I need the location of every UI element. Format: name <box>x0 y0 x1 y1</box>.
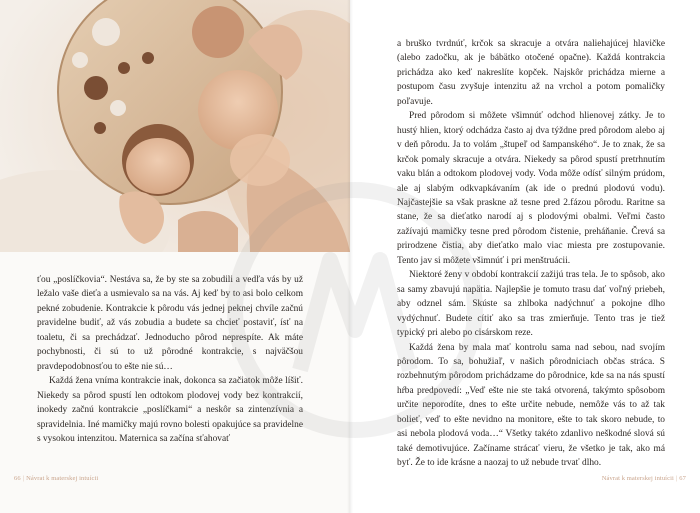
book-gutter <box>347 0 353 513</box>
page-number: 67 <box>679 475 686 482</box>
footer-separator: | <box>675 475 678 482</box>
left-footer <box>14 475 98 482</box>
photo-illustration <box>0 0 350 252</box>
baby-head-icon <box>230 134 290 186</box>
running-title: Návrat k materskej intuícii <box>601 475 674 482</box>
paragraph: ťou „poslíčkovia“. Nestáva sa, že by ste sa zobudili a vedľa vás by už ležalo vaše dieťa a usmievalo sa na vás. Aj keď by to asi bolo celkom pekné zobudenie. Kontrakcie k pôrodu vás jednej peknej chvíle začnú pravidelne budiť, až vás zobudia a budete sa chcieť postaviť, ísť na toaletu, či sa prechádzať. Jednoducho pôrod neprespíte. Ak máte pochybnosti, či sú to už pôrodné kontrakcie, s najväčšou pravdepodobnosťou to ešte nie sú… <box>37 275 303 372</box>
page-number: 66 <box>14 475 21 482</box>
paragraph: a bruško tvrdnúť, krčok sa skracuje a otvára naliehajúcej hlavičke (alebo zadočku, ak je bábätko otočené opačne). Každá kontrakcia prichádza ako keď nakreslíte kopček. Najskôr prichádza mierne a postupom času zvyšuje intenzitu až na vrchol a potom pomaličky poľavuje. <box>397 39 665 107</box>
right-footer <box>602 475 686 482</box>
right-page-body <box>397 37 665 471</box>
paragraph: Každá žena by mala mať kontrolu sama nad sebou, nad svojím pôrodom. To sa, bohužiaľ, v našich pôrodniciach občas stráca. S rozbehnutým pôrodom prichádzame do pôrodnice, kde sa na nás spustí hŕba predpovedí: „Veď ešte nie ste taká otvorená, takýmto spôsobom určite neporodíte, dnes to ešte určite nebude, nemôže vás to až tak bolieť, veď to ešte nevidno na monitore, ešte to tak skoro nebude, to asi nebola plodová voda…“ Všetky takéto zdanlivo neškodné slová sú také demotivujúce. Začíname strácať vieru, že všetko je tak, ako má byť. Že to ide krásne a naozaj to už nebude trvať dlho. <box>397 342 665 469</box>
cover-photo <box>0 0 350 252</box>
left-page-body <box>37 273 303 446</box>
footer-separator: | <box>22 475 25 482</box>
paragraph: Niektoré ženy v období kontrakcií zažijú tras tela. Je to spôsob, ako sa samy zbavujú napätia. Najlepšie je tomuto trasu dať voľný priebeh, aby odznel sám. Skúste sa zhlboka nadýchnuť a pokojne dlho vydýchnuť. Budete cítiť ako sa tras zmierňuje. Tento tras je tiež typický pri alebo po cisárskom reze. <box>397 270 665 339</box>
paragraph: Každá žena vníma kontrakcie inak, dokonca sa začiatok môže líšiť. Niekedy sa pôrod spustí len odtokom plodovej vody bez kontrakcií, inokedy začnú kontrakcie „poslíčkami“ a neskôr sa zintenzívnia a spravidelnia. Iné mamičky majú rovno bolesti opakujúce sa pravidelne s vysokou intenzitou. Maternica sa začína sťahovať <box>37 376 303 444</box>
running-title: Návrat k materskej intuícii <box>26 475 99 482</box>
paragraph: Pred pôrodom si môžete všimnúť odchod hlienovej zátky. Je to hustý hlien, ktorý odchádza často aj dva týždne pred pôrodom alebo aj v deň pôrodu. Ja to volám „štupeľ od šampanského“. Je to znak, že sa krčok pomaly skracuje a otvára. Niekedy sa pôrod spustí pretrhnutím vaku blán a odtokom plodovej vody. Voda môže odísť silným prúdom, ale aj slabým odkvapkávaním (ak ide o prednú plodovú vodu). Najčastejšie sa však praskne až tesne pred 2.fázou pôrodu. Raritne sa stane, že sa dieťatko narodí aj s plodovými obalmi. Veľmi často zažívajú mamičky tesne pred pôrodom čistenie, preháňanie. Črevá sa prirodzene čistia, aby dieťatko malo viac miesta pre zostupovanie. Tento jav si môžete všimnúť i pri menštruácii. <box>397 111 665 266</box>
